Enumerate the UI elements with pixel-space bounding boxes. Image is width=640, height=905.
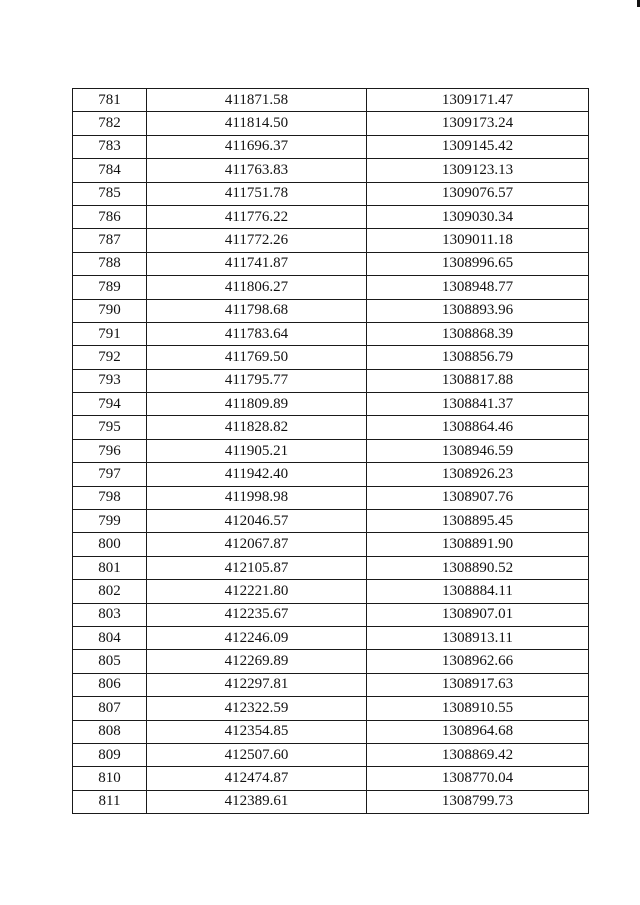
point-number-cell: 803 xyxy=(73,603,147,626)
table-row xyxy=(73,439,589,462)
point-number-cell: 794 xyxy=(73,393,147,416)
point-number-cell: 783 xyxy=(73,135,147,158)
point-number-cell: 808 xyxy=(73,720,147,743)
point-number-cell: 810 xyxy=(73,767,147,790)
table-row xyxy=(73,182,589,205)
y-coordinate-cell: 1308895.45 xyxy=(367,510,589,533)
y-coordinate-cell: 1308890.52 xyxy=(367,556,589,579)
point-number-cell: 809 xyxy=(73,743,147,766)
y-coordinate-cell: 1308770.04 xyxy=(367,767,589,790)
x-coordinate-cell: 411998.98 xyxy=(147,486,367,509)
x-coordinate-cell: 411809.89 xyxy=(147,393,367,416)
y-coordinate-cell: 1309171.47 xyxy=(367,89,589,112)
y-coordinate-cell: 1308884.11 xyxy=(367,580,589,603)
point-number-cell: 806 xyxy=(73,673,147,696)
point-number-cell: 798 xyxy=(73,486,147,509)
table-row xyxy=(73,650,589,673)
table-row xyxy=(73,89,589,112)
x-coordinate-cell: 411769.50 xyxy=(147,346,367,369)
table-row xyxy=(73,697,589,720)
table-row xyxy=(73,533,589,556)
x-coordinate-cell: 412067.87 xyxy=(147,533,367,556)
table-row xyxy=(73,626,589,649)
y-coordinate-cell: 1309173.24 xyxy=(367,112,589,135)
y-coordinate-cell: 1308841.37 xyxy=(367,393,589,416)
y-coordinate-cell: 1308946.59 xyxy=(367,439,589,462)
y-coordinate-cell: 1308926.23 xyxy=(367,463,589,486)
x-coordinate-cell: 412105.87 xyxy=(147,556,367,579)
point-number-cell: 807 xyxy=(73,697,147,720)
point-number-cell: 811 xyxy=(73,790,147,813)
point-number-cell: 796 xyxy=(73,439,147,462)
x-coordinate-cell: 411828.82 xyxy=(147,416,367,439)
x-coordinate-cell: 411696.37 xyxy=(147,135,367,158)
point-number-cell: 789 xyxy=(73,276,147,299)
point-number-cell: 804 xyxy=(73,626,147,649)
x-coordinate-cell: 411942.40 xyxy=(147,463,367,486)
coordinate-table-body xyxy=(73,89,589,814)
table-row xyxy=(73,322,589,345)
x-coordinate-cell: 411776.22 xyxy=(147,205,367,228)
point-number-cell: 801 xyxy=(73,556,147,579)
table-row xyxy=(73,299,589,322)
y-coordinate-cell: 1308917.63 xyxy=(367,673,589,696)
y-coordinate-cell: 1308948.77 xyxy=(367,276,589,299)
y-coordinate-cell: 1308996.65 xyxy=(367,252,589,275)
y-coordinate-cell: 1308913.11 xyxy=(367,626,589,649)
x-coordinate-cell: 411795.77 xyxy=(147,369,367,392)
x-coordinate-cell: 411772.26 xyxy=(147,229,367,252)
x-coordinate-cell: 412269.89 xyxy=(147,650,367,673)
point-number-cell: 800 xyxy=(73,533,147,556)
y-coordinate-cell: 1308817.88 xyxy=(367,369,589,392)
table-row xyxy=(73,673,589,696)
x-coordinate-cell: 411741.87 xyxy=(147,252,367,275)
x-coordinate-cell: 411905.21 xyxy=(147,439,367,462)
table-row xyxy=(73,159,589,182)
table-row xyxy=(73,556,589,579)
y-coordinate-cell: 1308891.90 xyxy=(367,533,589,556)
x-coordinate-cell: 412322.59 xyxy=(147,697,367,720)
x-coordinate-cell: 412474.87 xyxy=(147,767,367,790)
table-row xyxy=(73,252,589,275)
table-row xyxy=(73,205,589,228)
x-coordinate-cell: 411763.83 xyxy=(147,159,367,182)
point-number-cell: 799 xyxy=(73,510,147,533)
y-coordinate-cell: 1309030.34 xyxy=(367,205,589,228)
x-coordinate-cell: 412221.80 xyxy=(147,580,367,603)
table-row xyxy=(73,229,589,252)
y-coordinate-cell: 1308910.55 xyxy=(367,697,589,720)
point-number-cell: 805 xyxy=(73,650,147,673)
x-coordinate-cell: 411751.78 xyxy=(147,182,367,205)
x-coordinate-cell: 412297.81 xyxy=(147,673,367,696)
point-number-cell: 802 xyxy=(73,580,147,603)
point-number-cell: 790 xyxy=(73,299,147,322)
y-coordinate-cell: 1308907.01 xyxy=(367,603,589,626)
x-coordinate-cell: 411814.50 xyxy=(147,112,367,135)
point-number-cell: 787 xyxy=(73,229,147,252)
table-row xyxy=(73,743,589,766)
y-coordinate-cell: 1308856.79 xyxy=(367,346,589,369)
point-number-cell: 792 xyxy=(73,346,147,369)
point-number-cell: 797 xyxy=(73,463,147,486)
x-coordinate-cell: 411871.58 xyxy=(147,89,367,112)
table-row xyxy=(73,346,589,369)
x-coordinate-cell: 412354.85 xyxy=(147,720,367,743)
table-row xyxy=(73,135,589,158)
y-coordinate-cell: 1308868.39 xyxy=(367,322,589,345)
table-row xyxy=(73,463,589,486)
table-row xyxy=(73,767,589,790)
coordinate-table xyxy=(72,88,589,814)
x-coordinate-cell: 412235.67 xyxy=(147,603,367,626)
x-coordinate-cell: 412389.61 xyxy=(147,790,367,813)
point-number-cell: 788 xyxy=(73,252,147,275)
point-number-cell: 782 xyxy=(73,112,147,135)
point-number-cell: 793 xyxy=(73,369,147,392)
table-row xyxy=(73,276,589,299)
y-coordinate-cell: 1309011.18 xyxy=(367,229,589,252)
table-row xyxy=(73,603,589,626)
table-row xyxy=(73,720,589,743)
table-row xyxy=(73,510,589,533)
y-coordinate-cell: 1308869.42 xyxy=(367,743,589,766)
y-coordinate-cell: 1308964.68 xyxy=(367,720,589,743)
table-row xyxy=(73,112,589,135)
x-coordinate-cell: 412246.09 xyxy=(147,626,367,649)
y-coordinate-cell: 1308962.66 xyxy=(367,650,589,673)
y-coordinate-cell: 1308864.46 xyxy=(367,416,589,439)
point-number-cell: 786 xyxy=(73,205,147,228)
x-coordinate-cell: 411798.68 xyxy=(147,299,367,322)
table-row xyxy=(73,790,589,813)
x-coordinate-cell: 411783.64 xyxy=(147,322,367,345)
x-coordinate-cell: 411806.27 xyxy=(147,276,367,299)
y-coordinate-cell: 1308799.73 xyxy=(367,790,589,813)
point-number-cell: 795 xyxy=(73,416,147,439)
y-coordinate-cell: 1309123.13 xyxy=(367,159,589,182)
point-number-cell: 781 xyxy=(73,89,147,112)
point-number-cell: 791 xyxy=(73,322,147,345)
point-number-cell: 784 xyxy=(73,159,147,182)
y-coordinate-cell: 1309076.57 xyxy=(367,182,589,205)
x-coordinate-cell: 412507.60 xyxy=(147,743,367,766)
table-row xyxy=(73,393,589,416)
table-row xyxy=(73,416,589,439)
table-row xyxy=(73,580,589,603)
table-row xyxy=(73,486,589,509)
x-coordinate-cell: 412046.57 xyxy=(147,510,367,533)
table-row xyxy=(73,369,589,392)
point-number-cell: 785 xyxy=(73,182,147,205)
y-coordinate-cell: 1308893.96 xyxy=(367,299,589,322)
y-coordinate-cell: 1308907.76 xyxy=(367,486,589,509)
y-coordinate-cell: 1309145.42 xyxy=(367,135,589,158)
